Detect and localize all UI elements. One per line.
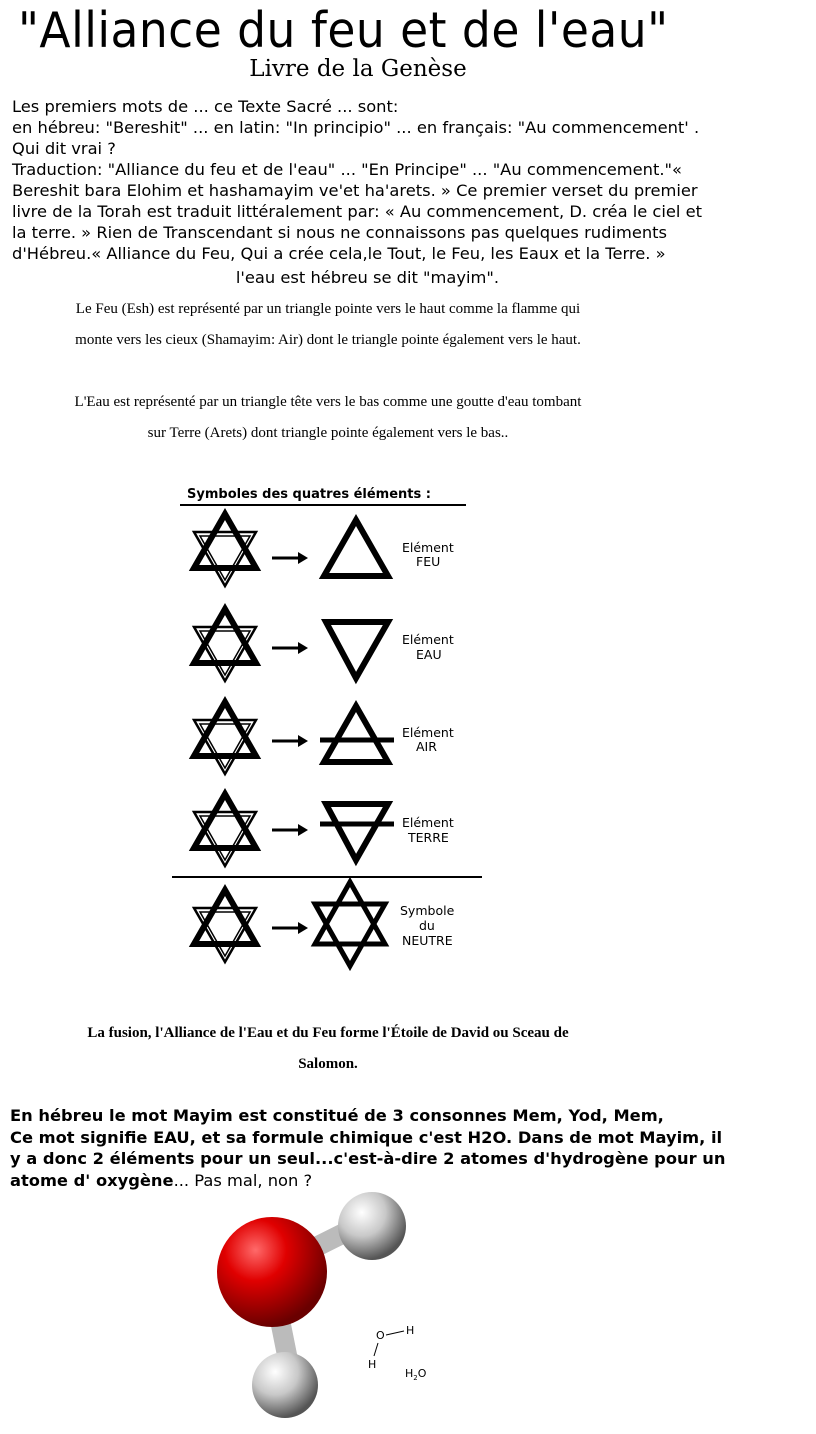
mayim-line: En hébreu le mot Mayim est constitué de 3 consonnes Mem, Yod, Mem, [10,1106,664,1125]
intro-line: Traduction: "Alliance du feu et de l'eau" ... "En Principe" ... "Au commencement."« [12,160,682,179]
star-of-david-icon [194,702,256,774]
intro-paragraph [12,96,812,264]
intro-line: Bereshit bara Elohim et hashamayim ve'et ha'arets. » Ce premier verset du premier [12,181,698,200]
element-name: FEU [416,554,441,569]
row-neutre [194,882,455,966]
star-of-david-icon [194,514,256,586]
svg-text:H: H [406,1324,415,1337]
formula-text: $H_2O$ [405,1367,427,1382]
air-triangle-icon [324,706,388,762]
neutral-label: du [419,918,435,933]
fire-triangle-icon [324,520,388,576]
water-line: L'Eau est représenté par un triangle tête vers le bas comme une goutte d'eau tombant [74,394,582,410]
diagram-heading: Symboles des quatres éléments : [187,487,431,502]
water-molecule-image [200,1190,450,1430]
mayim-line-light: ... Pas mal, non ? [173,1170,313,1190]
element-label: Elément [402,540,454,555]
page-subtitle: Livre de la Genèse [249,56,467,82]
arrow-right-icon [272,824,308,836]
row-terre [194,794,454,866]
element-name: EAU [416,647,442,662]
four-elements-diagram [160,478,500,978]
svg-text:O: O [376,1329,385,1342]
structural-formula [368,1324,427,1382]
element-name: AIR [416,739,437,754]
mayim-line: Ce mot signifie EAU, et sa formule chimique c'est H2O. Dans de mot Mayim, il [10,1127,723,1147]
row-feu [194,514,454,586]
svg-text:H: H [368,1358,377,1371]
arrow-right-icon [272,922,308,934]
water-line: sur Terre (Arets) dont triangle pointe également vers le bas.. [147,425,509,441]
neutral-symbol-icon [315,882,385,944]
intro-line: Qui dit vrai ? [12,139,116,158]
mayim-line: l'eau est hébreu se dit "mayim". [235,268,500,287]
hydrogen-atom [338,1192,406,1260]
element-label: Elément [402,725,454,740]
intro-line: la terre. » Rien de Transcendant si nous ne connaissons pas quelques rudiments [12,223,668,242]
earth-triangle-icon [326,804,388,860]
hydrogen-atom [252,1352,318,1418]
mayim-line: y a donc 2 éléments pour un seul...c'est-à-dire 2 atomes d'hydrogène pour un [10,1149,726,1168]
element-name: TERRE [408,830,449,845]
intro-line: livre de la Torah est traduit littéralement par: « Au commencement, D. créa le ciel et [12,202,703,221]
neutral-label: NEUTRE [402,933,453,948]
intro-line: d'Hébreu.« Alliance du Feu, Qui a crée cela,le Tout, le Feu, les Eaux et la Terre. » [12,244,666,263]
star-of-david-icon [194,890,256,962]
row-eau [194,609,454,681]
arrow-right-icon [272,735,308,747]
intro-line: Les premiers mots de ... ce Texte Sacré ... sont: [12,97,399,116]
fire-line: monte vers les cieux (Shamayim: Air) dont le triangle pointe également vers le haut. [75,332,581,348]
fusion-line: La fusion, l'Alliance de l'Eau et du Feu forme l'Étoile de David ou Sceau de [87,1025,569,1041]
element-label: Elément [402,815,454,830]
mayim-paragraph [10,1105,810,1191]
element-label: Elément [402,632,454,647]
star-of-david-icon [194,794,256,866]
row-air [194,702,454,774]
intro-line: en hébreu: "Bereshit" ... en latin: "In principio" ... en français: "Au commencement' . [12,118,700,137]
page-title: "Alliance du feu et de l'eau" [18,2,669,59]
arrow-right-icon [272,642,308,654]
mayim-line-bold: atome d' oxygène [10,1170,174,1190]
neutral-label: Symbole [400,903,455,918]
oxygen-atom [217,1217,327,1327]
fire-line: Le Feu (Esh) est représenté par un triangle pointe vers le haut comme la flamme qui [75,301,581,317]
star-of-david-icon [194,609,256,681]
water-triangle-icon [326,622,388,678]
arrow-right-icon [272,552,308,564]
fusion-line: Salomon. [298,1056,358,1072]
